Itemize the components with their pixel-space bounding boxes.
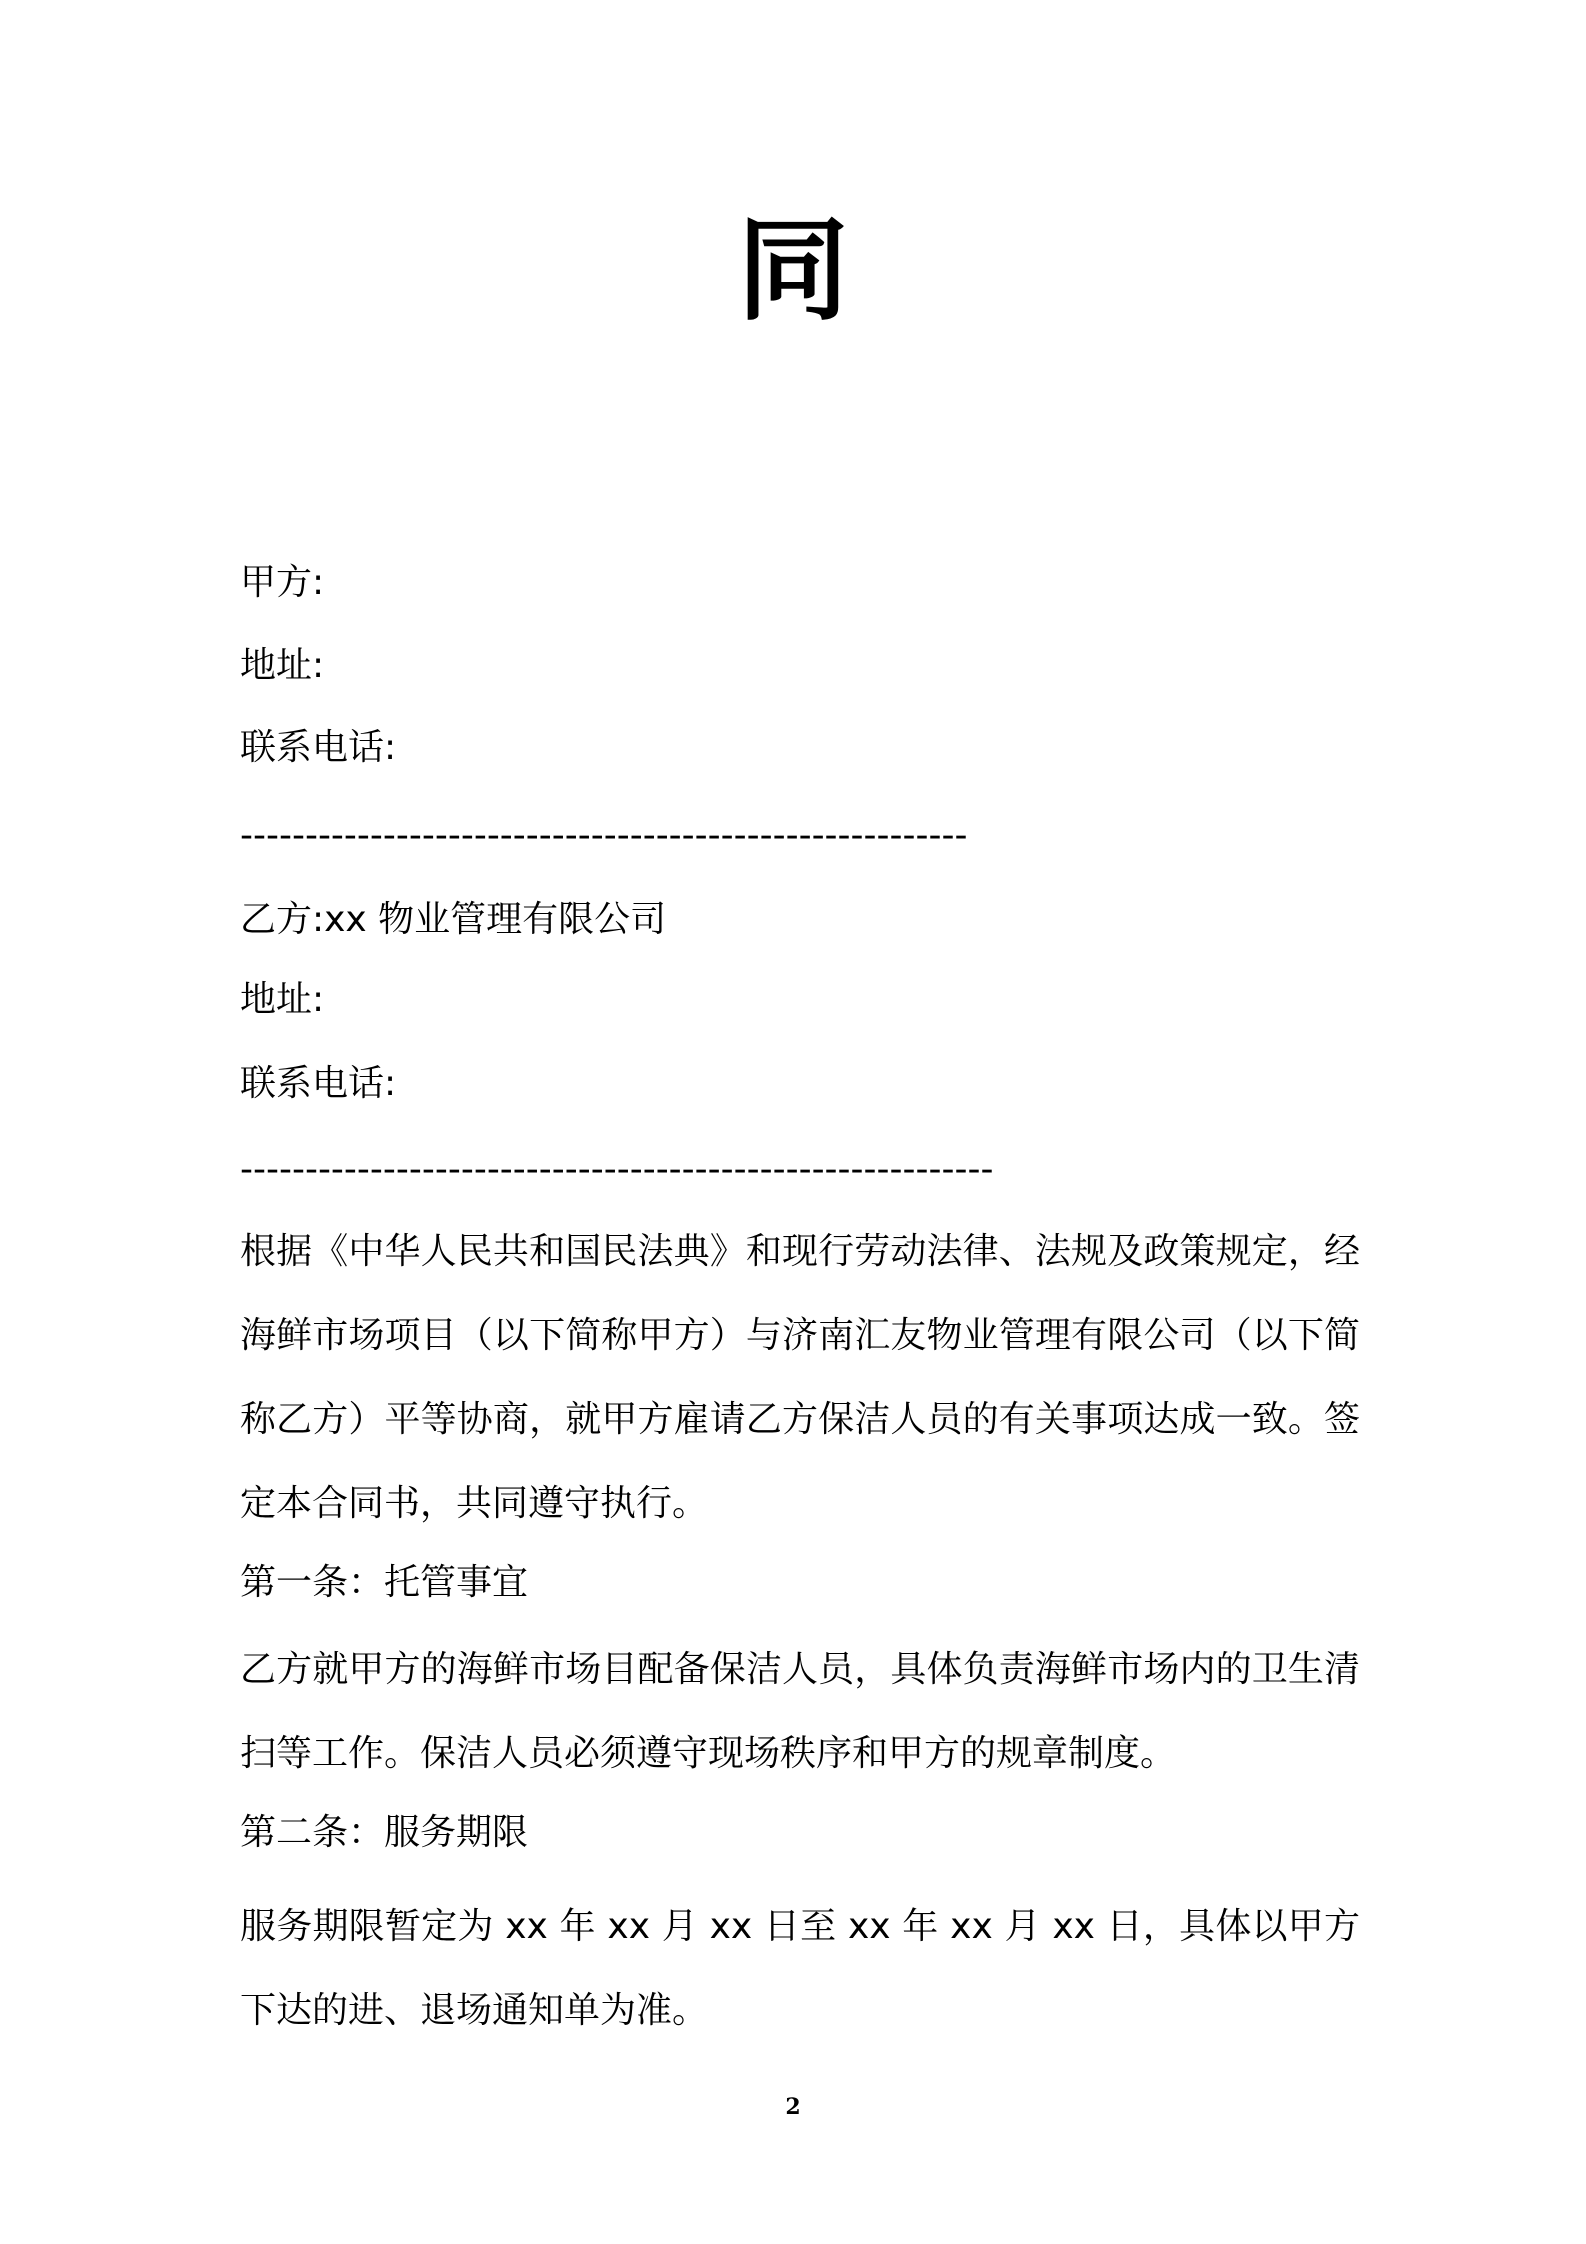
party-b-address-label: 地址: bbox=[240, 979, 325, 1020]
article-2-heading: 第二条：服务期限 bbox=[240, 1812, 529, 1853]
article-2-body: 服务期限暂定为 xx 年 xx 月 xx 日至 xx 年 xx 月 xx 日，具体以甲方下达的进、退场通知单为准。 bbox=[240, 1906, 1360, 2031]
party-b-phone-label: 联系电话: bbox=[240, 1063, 397, 1104]
document-title: 同 bbox=[737, 206, 849, 336]
party-a-address-label: 地址: bbox=[240, 645, 325, 686]
article-1-heading: 第一条：托管事宜 bbox=[240, 1562, 529, 1603]
party-a-phone-label: 联系电话: bbox=[240, 727, 397, 768]
party-b-label: 乙方:xx 物业管理有限公司 bbox=[240, 899, 667, 940]
party-a-divider: -------------------------------------------------------- bbox=[240, 815, 968, 856]
party-a-label: 甲方: bbox=[240, 562, 325, 603]
intro-paragraph: 根据《中华人民共和国民法典》和现行劳动法律、法规及政策规定，经海鲜市场项目（以下简称甲方）与济南汇友物业管理有限公司（以下简称乙方）平等协商，就甲方雇请乙方保洁人员的有关事项达成一致。签定本合同书，共同遵守执行。 bbox=[240, 1231, 1360, 1524]
page-number: 2 bbox=[785, 2094, 801, 2120]
party-b-divider: ---------------------------------------------------------- bbox=[240, 1149, 994, 1190]
article-1-body: 乙方就甲方的海鲜市场目配备保洁人员，具体负责海鲜市场内的卫生清扫等工作。保洁人员必须遵守现场秩序和甲方的规章制度。 bbox=[240, 1649, 1360, 1774]
